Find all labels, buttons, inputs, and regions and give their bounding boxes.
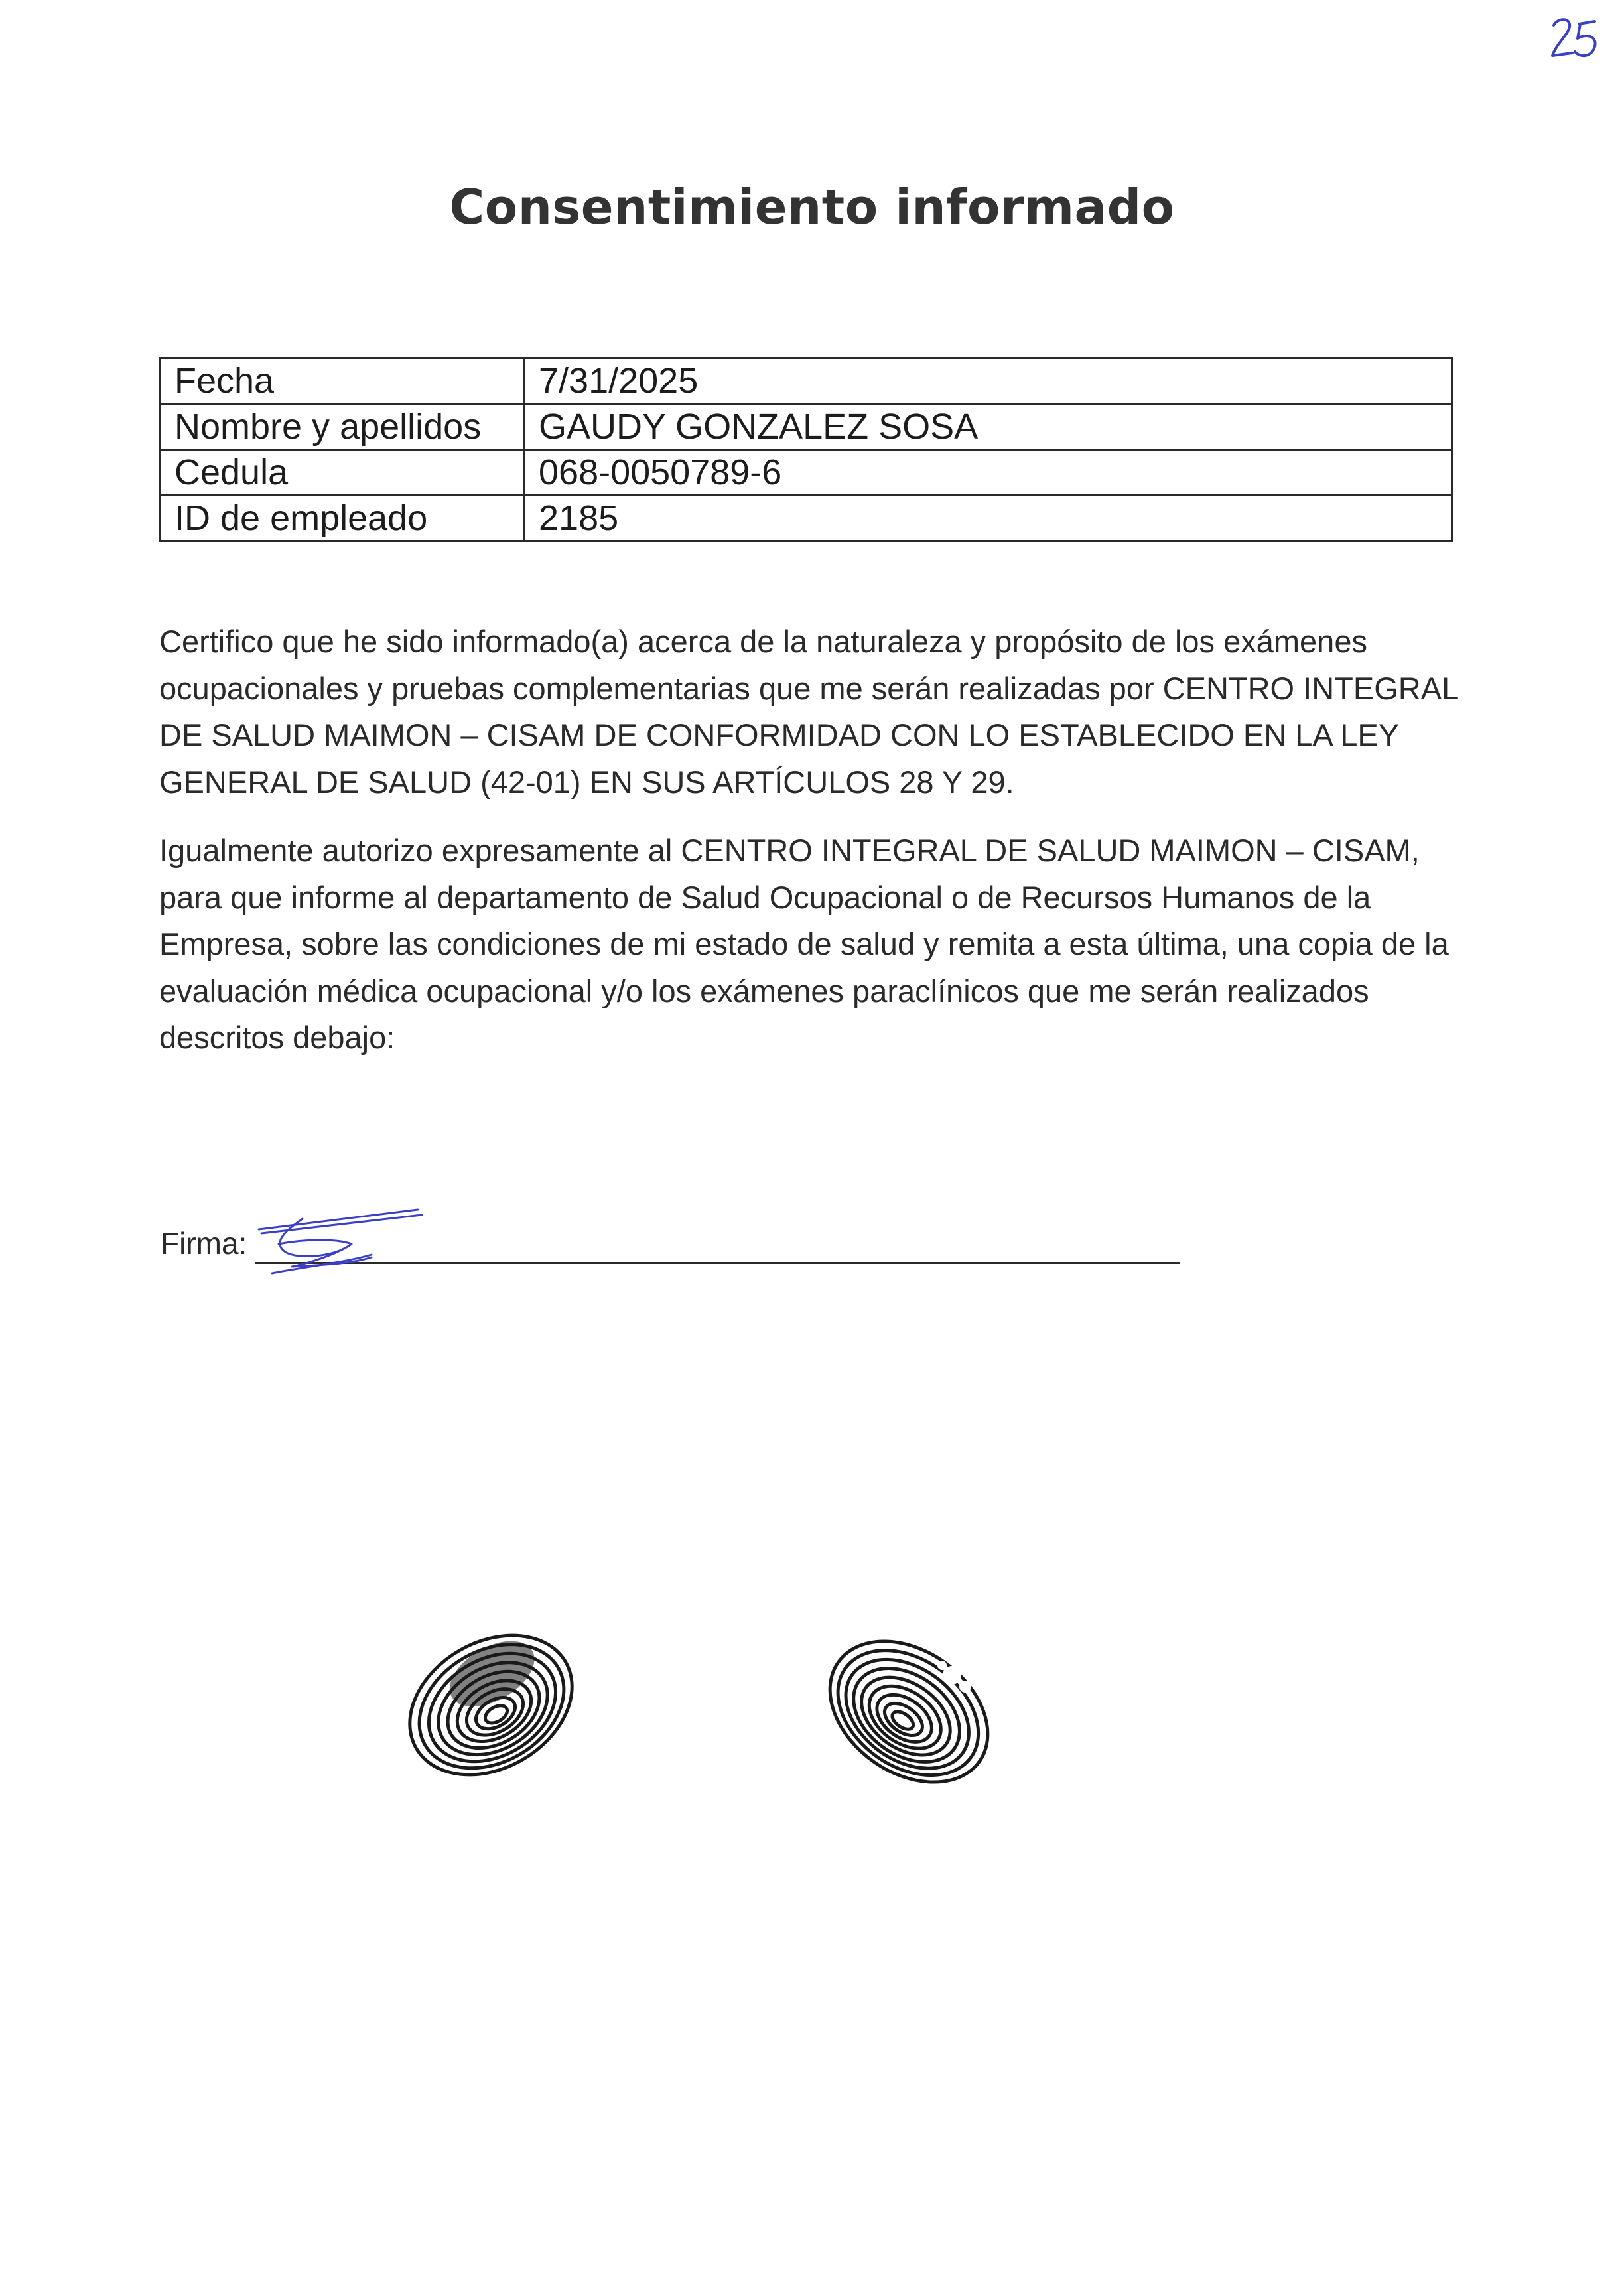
row-label: Cedula <box>161 450 525 496</box>
row-value: 068-0050789-6 <box>525 450 1452 496</box>
table-row <box>161 358 1452 404</box>
row-label: Fecha <box>161 358 525 404</box>
employee-info-table <box>159 357 1453 542</box>
certification-paragraph: Certifico que he sido informado(a) acerca de la naturaleza y propósito de los exámenes ocupacionales y pruebas complementarias que me serán realizadas por CENTRO INTEGRAL DE SALUD MAIMON – CISAM DE CONFORMIDAD CON LO ESTABLECIDO EN LA LEY GENERAL DE SALUD (42-01) EN SUS ARTÍCULOS 28 Y 29. <box>159 624 1458 799</box>
row-value: GAUDY GONZALEZ SOSA <box>525 404 1452 450</box>
table-row <box>161 404 1452 450</box>
table-row <box>161 450 1452 496</box>
authorization-paragraph: Igualmente autorizo expresamente al CENTRO INTEGRAL DE SALUD MAIMON – CISAM, para que informe al departamento de Salud Ocupacional o de Recursos Humanos de la Empresa, sobre las condiciones de mi estado de salud y remita a esta última, una copia de la evaluación médica ocupacional y/o los exámenes paraclínicos que me serán realizados descritos debajo: <box>159 833 1449 1055</box>
signature-label: Firma: <box>161 1226 247 1261</box>
row-value: 7/31/2025 <box>525 358 1452 404</box>
document-title: Consentimiento informado <box>449 179 1175 235</box>
table-row <box>161 496 1452 541</box>
row-label: Nombre y apellidos <box>161 404 525 450</box>
handwritten-signature <box>252 1204 431 1284</box>
handwritten-page-number <box>1546 7 1605 66</box>
row-value: 2185 <box>525 496 1452 541</box>
fingerprint-right <box>809 1612 1008 1811</box>
row-label: ID de empleado <box>161 496 525 541</box>
fingerprint-left <box>391 1606 590 1805</box>
